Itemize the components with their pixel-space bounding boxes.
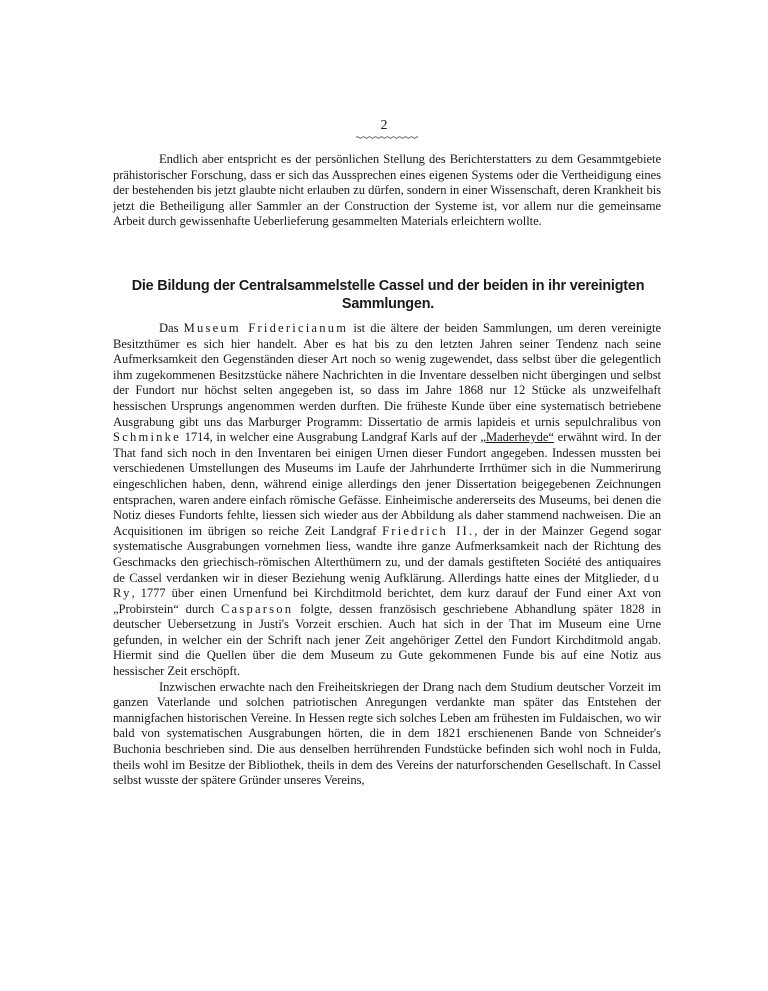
- page-number-ornament: [356, 136, 418, 139]
- body-paragraph-1: [113, 321, 661, 680]
- text-run: 1714, in welcher eine Ausgrabung Landgraf Karls auf der: [180, 430, 481, 445]
- text-run: , 1777 über einen Urnenfund bei Kirchditmold berichtet, dem kurz darauf der Fund einer Axt von „Probirstein“ durch: [113, 586, 661, 616]
- person-casparson: Casparson: [220, 601, 294, 616]
- text-run: erwähnt wird. In der That fand sich noch in den Inventaren bei einigen Urnen dieser Fundort angegeben. Indessen mussten bei verschiedenen Umstellungen des Museums im Laufe der Jahrhunderte Irrthümer sich in die Nummerirung eingeschlichen haben, denn, während einige allerdings den jener Dissertation beigegebenen Zeichnungen entsprachen, waren andere einfach römische Gefässe. Einheimische andererseits des Museums, bei denen die Notiz dieses Fundorts fehlte, liessen sich wieder aus der Abbildung als daher stammend nachweisen. Die an Acquisitionen im übrigen so reiche Zeit Landgraf: [113, 430, 661, 538]
- museum-name: Museum Fridericianum: [183, 321, 349, 335]
- text-run: , der in der Mainzer Gegend sogar systematische Ausgrabungen vornehmen liess, wandte ihre ganze Aufmerksamkeit nach der Richtung des Geschmacks den griechisch-römischen Alterthümern zu, und der damals gestifteten Société des antiquaires de Cassel verdanken wir in dieser Beziehung wenig Aufklärung. Allerdings hatte eines der Mitglieder,: [113, 523, 661, 585]
- text-run: ist die ältere der beiden Sammlungen, um deren vereinigte Besitzthümer es sich hier handelt. Aber es hat bis zu den letzten Jahren seiner Tendenz nach seine Aufmerksamkeit den Gegenständen dieser Art noch so wenig zugewendet, dass selbst über die gelegentlich ihm zugekommenen Besitzstücke nähere Nachrichten in die Inventare desselben nicht übergingen und selbst der Fundort nur höchst selten angegeben ist, so dass im Jahre 1868 nur 12 Stücke als unzweifelhaft hessischen Ursprungs angenommen werden durften. Die früheste Kunde über eine systematisch betriebene Ausgrabung gibt uns das Marburger Programm: Dissertatio de armis lapideis et urnis sepulchralibus von: [113, 321, 661, 429]
- body-text: [113, 321, 661, 789]
- body-paragraph-2: Inzwischen erwachte nach den Freiheitskriegen der Drang nach dem Studium deutscher Vorzeit im ganzen Vaterlande und solchen patriotischen Anregungen verdankte man später das Entstehen der mannigfachen historischen Vereine. In Hessen regte sich solches Leben am frühesten im Fuldaischen, wo wir bald von systematischen Ausgrabungen hörten, die in dem 1821 erschienenen Bande von Schneider's Buchonia beschrieben sind. Die aus denselben herrührenden Fundstücke befinden sich wohl noch in Fulda, theils wohl im Besitze der Bibliothek, theils in dem des Vereins der naturforschenden Gesellschaft. In Cassel selbst wusste der spätere Gründer unseres Vereins,: [113, 679, 661, 788]
- section-heading: Die Bildung der Centralsammelstelle Cassel und der beiden in ihr vereinigten Sammlungen.: [131, 278, 645, 312]
- intro-paragraph: Endlich aber entspricht es der persönlichen Stellung des Berichterstatters zu dem Gesammtgebiete prähistorischer Forschung, dass er sich das Aussprechen eines eigenen Systems oder die Vertheidigung eines der bestehenden bis jetzt glaubte nicht erlauben zu dürfen, sondern in einer Wissenschaft, deren Krankheit bis jetzt die Betheiligung aller Sammler an der Construction der Systeme ist, vor allem nur die gemeinsame Arbeit durch gewissenhafte Ueberlieferung gesammelten Materials erleichtern wollte.: [113, 152, 661, 229]
- place-maderheyde: „Maderheyde“: [480, 430, 554, 445]
- person-du-ry: du Ry: [113, 570, 661, 601]
- page-number: 2: [380, 118, 388, 133]
- author-schminke: Schminke: [113, 430, 181, 445]
- text-run: Das: [159, 321, 184, 335]
- text-run: folgte, dessen französisch geschriebene Abhandlung später 1828 in deutscher Uebersetzung in Justi's Vorzeit erschien. Auch hat sich in der That im Museum eine Urne gefunden, in welcher ein der Schrift nach jener Zeit angehöriger Zettel den Fundort Kirchditmold angab. Hiermit sind die Quellen über die dem Museum zu Gute gekommenen Funde bis auf eine Notiz aus hessischer Zeit erschöpft.: [113, 601, 662, 679]
- person-friedrich: Friedrich II.: [382, 523, 475, 538]
- intro-paragraph-block: [113, 152, 661, 230]
